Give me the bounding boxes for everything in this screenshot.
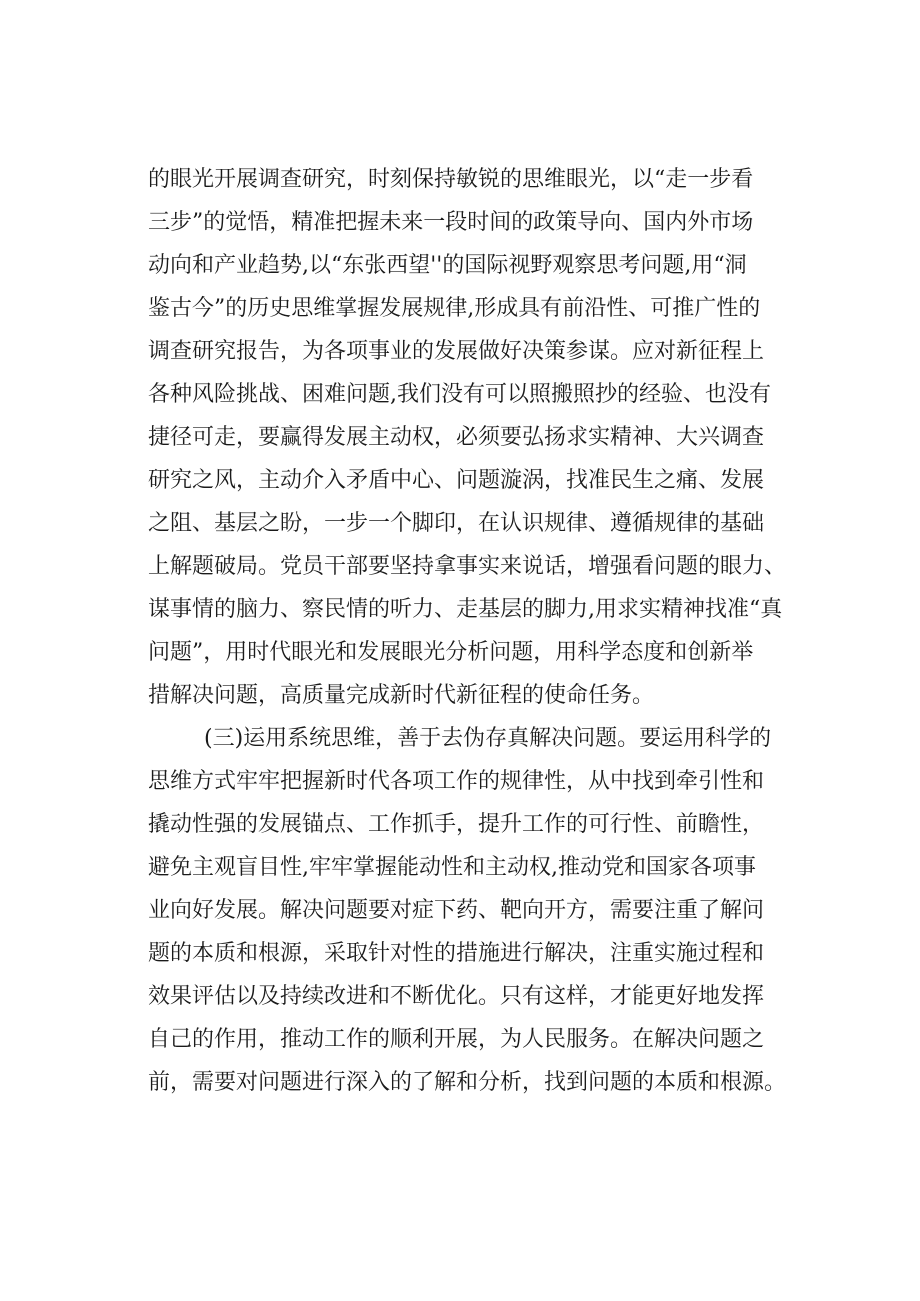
- text-line: 措解决问题，高质量完成新时代新征程的使命任务。: [148, 683, 655, 708]
- text-line: 三步”的觉悟，精准把握未来一段时间的政策导向、国内外市场: [148, 210, 754, 235]
- text-line: 问题”，用时代眼光和发展眼光分析问题，用科学态度和创新举: [148, 640, 754, 665]
- section-heading-line: (三)运用系统思维，善于去伪存真解决问题。要运用科学的: [204, 726, 772, 751]
- text-line: 避免主观盲目性,牢牢掌握能动性和主动权,推动党和国家各项事: [148, 855, 756, 880]
- text-line: 业向好发展。解决问题要对症下药、靶向开方，需要注重了解问: [148, 898, 765, 923]
- text-line: 调查研究报告，为各项事业的发展做好决策参谋。应对新征程上: [148, 339, 765, 364]
- text-line: 自己的作用，推动工作的顺利开展，为人民服务。在解决问题之: [148, 1027, 765, 1052]
- text-line: 谋事情的脑力、察民情的听力、走基层的脚力,用求实精神找准“真: [148, 597, 783, 622]
- text-line: 捷径可走，要赢得发展主动权，必须要弘扬求实精神、大兴调查: [148, 425, 765, 450]
- text-line: 题的本质和根源，采取针对性的措施进行解决，注重实施过程和: [148, 941, 765, 966]
- text-line: 鉴古今”的历史思维掌握发展规律,形成具有前沿性、可推广性的: [148, 296, 761, 321]
- text-line: 上解题破局。党员干部要坚持拿事实来说话，增强看问题的眼力、: [148, 554, 787, 579]
- text-line: 动向和产业趋势,以“东张西望''的国际视野观察思考问题,用“洞: [148, 253, 747, 278]
- body-text: [148, 158, 828, 1104]
- text-line: 研究之风，主动介入矛盾中心、问题漩涡，找准民生之痛、发展: [148, 468, 765, 493]
- text-line: 的眼光开展调查研究，时刻保持敏锐的思维眼光，以“走一步看: [148, 167, 754, 192]
- text-line: 各种风险挑战、困难问题,我们没有可以照搬照抄的经验、也没有: [148, 382, 771, 407]
- text-line: 之阻、基层之盼，一步一个脚印，在认识规律、遵循规律的基础: [148, 511, 765, 536]
- text-line: 撬动性强的发展锚点、工作抓手，提升工作的可行性、前瞻性，: [148, 812, 765, 837]
- text-line: 前，需要对问题进行深入的了解和分析，找到问题的本质和根源。: [148, 1070, 787, 1095]
- text-line: 效果评估以及持续改进和不断优化。只有这样，才能更好地发挥: [148, 984, 765, 1009]
- text-line: 思维方式牢牢把握新时代各项工作的规律性，从中找到牵引性和: [148, 769, 765, 794]
